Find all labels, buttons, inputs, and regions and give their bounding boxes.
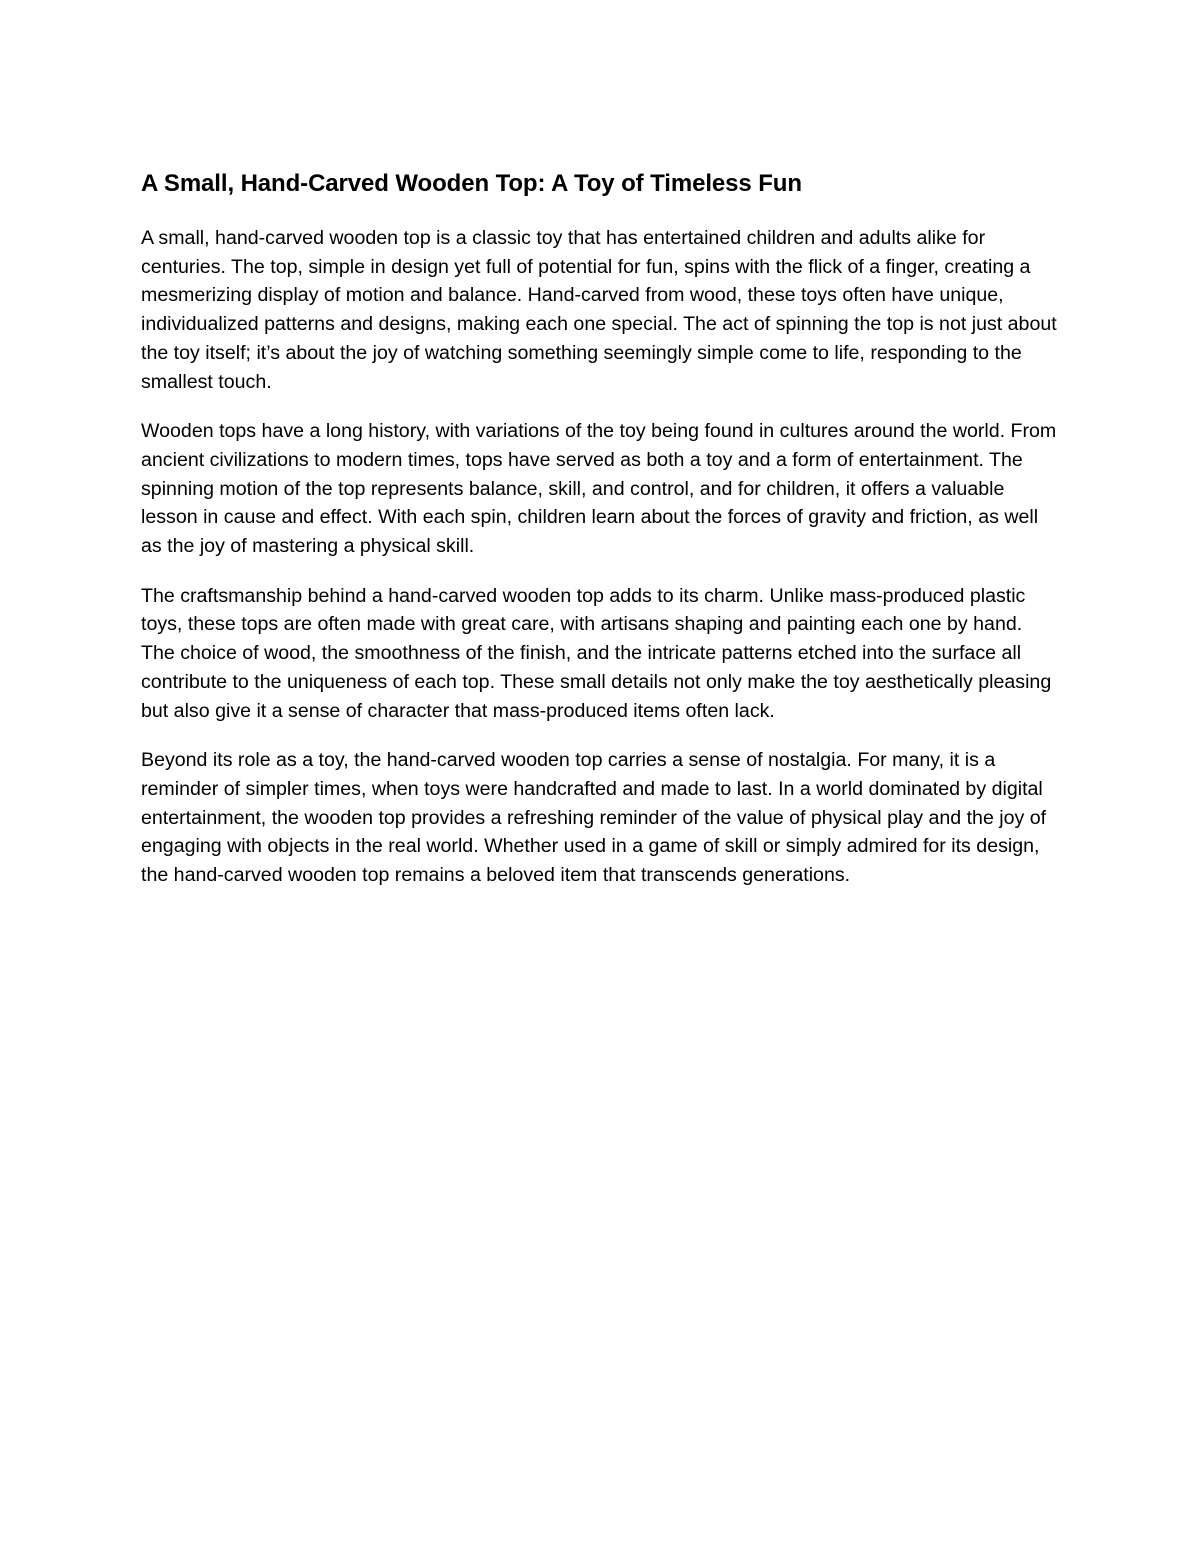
- paragraph-3: The craftsmanship behind a hand-carved wooden top adds to its charm. Unlike mass-produced plastic toys, these tops are often made with great care, with artisans shaping and painting each one by hand. The choice of wood, the smoothness of the finish, and the intricate patterns etched into the surface all contribute to the uniqueness of each top. These small details not only make the toy aesthetically pleasing but also give it a sense of character that mass-produced items often lack.: [141, 584, 1052, 722]
- paragraph-2: Wooden tops have a long history, with variations of the toy being found in cultures around the world. From ancient civilizations to modern times, tops have served as both a toy and a form of entertainment. The spinning motion of the top represents balance, skill, and control, and for children, it offers a valuable lesson in cause and effect. With each spin, children learn about the forces of gravity and friction, as well as the joy of mastering a physical skill.: [141, 420, 1057, 558]
- document-title: A Small, Hand-Carved Wooden Top: A Toy of Timeless Fun: [141, 170, 802, 197]
- paragraph-1: A small, hand-carved wooden top is a classic toy that has entertained children and adults alike for centuries. The top, simple in design yet full of potential for fun, spins with the flick of a finger, creating a mesmerizing display of motion and balance. Hand-carved from wood, these toys often have unique, individualized patterns and designs, making each one special. The act of spinning the top is not just about the toy itself; it’s about the joy of watching something seemingly simple come to life, responding to the smallest touch.: [141, 227, 1057, 393]
- document-body: [141, 166, 1061, 911]
- paragraph-4: Beyond its role as a toy, the hand-carved wooden top carries a sense of nostalgia. For many, it is a reminder of simpler times, when toys were handcrafted and made to last. In a world dominated by digital entertainment, the wooden top provides a refreshing reminder of the value of physical play and the joy of engaging with objects in the real world. Whether used in a game of skill or simply admired for its design, the hand-carved wooden top remains a beloved item that transcends generations.: [141, 749, 1047, 887]
